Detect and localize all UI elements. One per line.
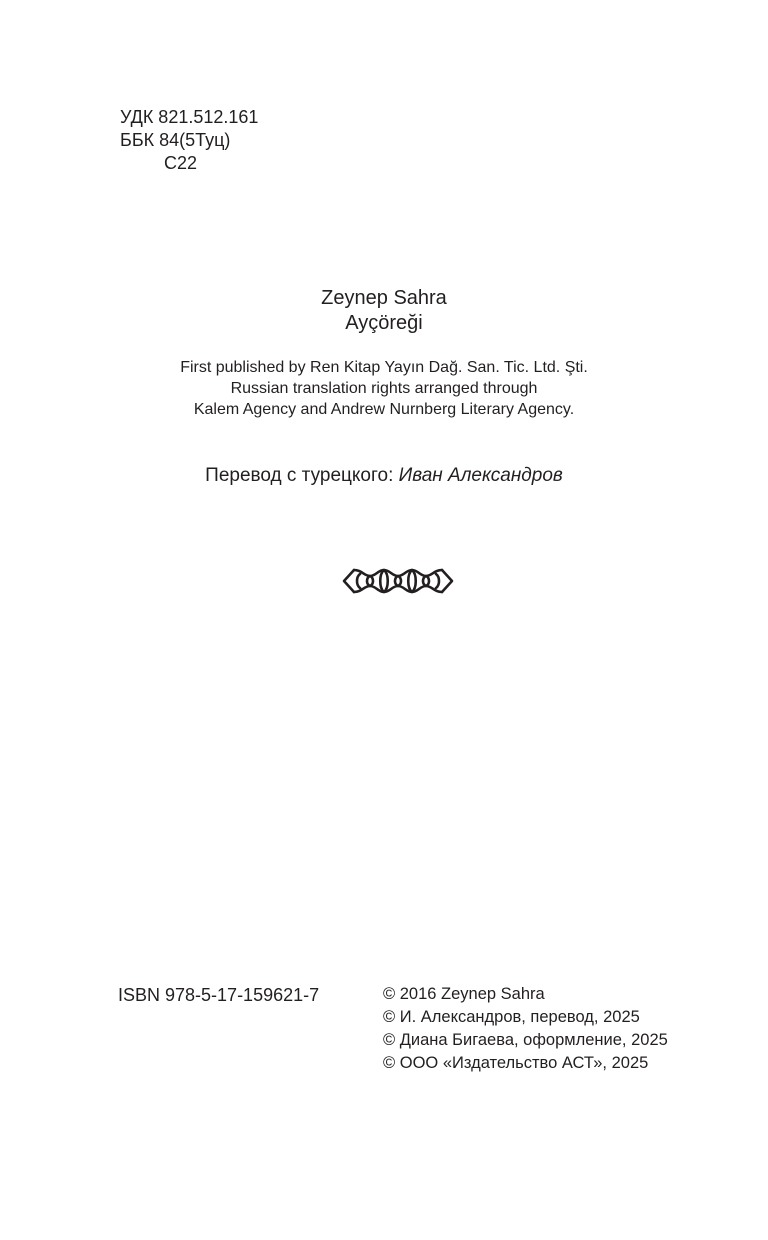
rights-line: Kalem Agency and Andrew Nurnberg Literary Agency. xyxy=(193,401,575,418)
copyright-line: © ООО «Издательство АСТ», 2025 xyxy=(383,1054,649,1072)
rights-line: First published by Ren Kitap Yayın Dağ. San. Tic. Ltd. Şti. xyxy=(180,359,588,376)
original-author: Zeynep Sahra xyxy=(321,287,447,309)
translation-credit xyxy=(0,463,768,488)
classification-block xyxy=(120,106,258,175)
publisher-ornament-icon xyxy=(342,568,454,594)
original-edition-block xyxy=(0,286,768,336)
copyright-line: © 2016 Zeynep Sahra xyxy=(383,985,545,1003)
copyright-line: © Диана Бигаева, оформление, 2025 xyxy=(383,1031,668,1049)
udk-code: УДК 821.512.161 xyxy=(120,107,259,127)
rights-line: Russian translation rights arranged through xyxy=(230,380,538,397)
isbn: ISBN 978-5-17-159621-7 xyxy=(118,985,320,1005)
bbk-code: ББК 84(5Туц) xyxy=(120,130,231,150)
original-title: Ayçöreği xyxy=(345,312,423,334)
rights-notice xyxy=(0,357,768,420)
translator-name: Иван Александров xyxy=(398,465,563,486)
translation-label: Перевод с турецкого: xyxy=(205,465,394,486)
author-mark: С22 xyxy=(164,153,198,173)
copyright-line: © И. Александров, перевод, 2025 xyxy=(383,1008,640,1026)
copyright-notices xyxy=(383,983,668,1075)
